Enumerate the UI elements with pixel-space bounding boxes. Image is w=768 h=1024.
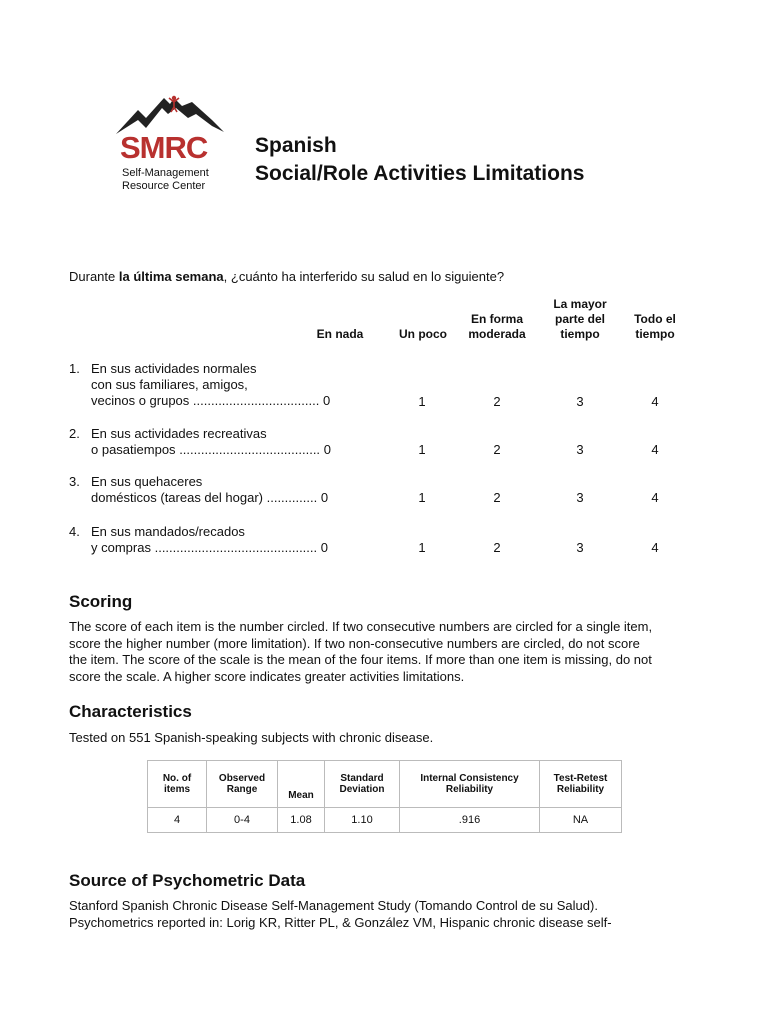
item-number: 2. (69, 426, 80, 441)
question-text: Durante la última semana, ¿cuánto ha interferido su salud en lo siguiente? (69, 269, 505, 284)
table-header: Observed Range (207, 761, 278, 808)
table-cell: 0-4 (207, 808, 278, 833)
list-item: En sus actividades recreativas o pasatiempos ....................................... 0 (91, 426, 331, 457)
table-cell: 1.08 (278, 808, 325, 833)
table-row (148, 808, 622, 833)
value-1: 1 (418, 540, 426, 555)
value-3: 3 (576, 540, 584, 555)
value-1: 1 (418, 490, 426, 505)
value-4: 4 (651, 442, 659, 457)
col-header-4: Todo el tiempo (634, 312, 676, 341)
table-cell: NA (540, 808, 622, 833)
item-number: 4. (69, 524, 80, 539)
table-header: Test-Retest Reliability (540, 761, 622, 808)
characteristics-heading: Characteristics (69, 702, 192, 721)
value-1: 1 (418, 442, 426, 457)
logo-line1: Self-Management (122, 167, 209, 179)
col-header-3: La mayor parte del tiempo (553, 297, 607, 341)
logo-abbr: SMRC (120, 130, 208, 165)
item-number: 3. (69, 474, 80, 489)
value-4: 4 (651, 394, 659, 409)
value-3: 3 (576, 394, 584, 409)
title-line1: Spanish (255, 134, 337, 157)
stats-table (147, 760, 622, 833)
table-header: Mean (278, 761, 325, 808)
value-3: 3 (576, 490, 584, 505)
value-4: 4 (651, 540, 659, 555)
list-item: En sus mandados/recados y compras ............................................. 0 (91, 524, 328, 555)
page-title: Social/Role Activities Limitations (255, 162, 585, 185)
source-heading: Source of Psychometric Data (69, 871, 306, 890)
table-cell: 1.10 (325, 808, 400, 833)
table-cell: .916 (400, 808, 540, 833)
scoring-text: The score of each item is the number circled. If two consecutive numbers are circled for a single item, score the higher number (more limitation). If two non-consecutive numbers are circled, do not score the item. The score of the scale is the mean of the four items. If more than one item is missing, do not score the scale. A higher score indicates greater activities limitations. (69, 619, 653, 684)
table-header: No. of items (148, 761, 207, 808)
smrc-logo (112, 92, 232, 202)
value-2: 2 (493, 490, 501, 505)
value-2: 2 (493, 540, 501, 555)
logo-line2: Resource Center (122, 180, 206, 192)
list-item: En sus quehaceres domésticos (tareas del hogar) .............. 0 (91, 474, 329, 505)
value-1: 1 (418, 394, 426, 409)
table-cell: 4 (148, 808, 207, 833)
value-2: 2 (493, 442, 501, 457)
item-number: 1. (69, 361, 80, 376)
value-4: 4 (651, 490, 659, 505)
col-header-2: En forma moderada (468, 312, 526, 341)
col-header-1: Un poco (399, 327, 447, 341)
table-header: Standard Deviation (325, 761, 400, 808)
scoring-heading: Scoring (69, 592, 133, 611)
list-item: En sus actividades normales con sus familiares, amigos, vecinos o grupos ................................... 0 (91, 361, 331, 408)
source-text: Stanford Spanish Chronic Disease Self-Management Study (Tomando Control de su Salud). Psychometrics reported in: Lorig KR, Ritter PL, & González VM, Hispanic chronic disease self- (69, 898, 612, 930)
characteristics-text: Tested on 551 Spanish-speaking subjects with chronic disease. (69, 730, 434, 745)
table-header: Internal Consistency Reliability (400, 761, 540, 808)
col-header-0: En nada (316, 327, 364, 341)
value-3: 3 (576, 442, 584, 457)
value-2: 2 (493, 394, 501, 409)
